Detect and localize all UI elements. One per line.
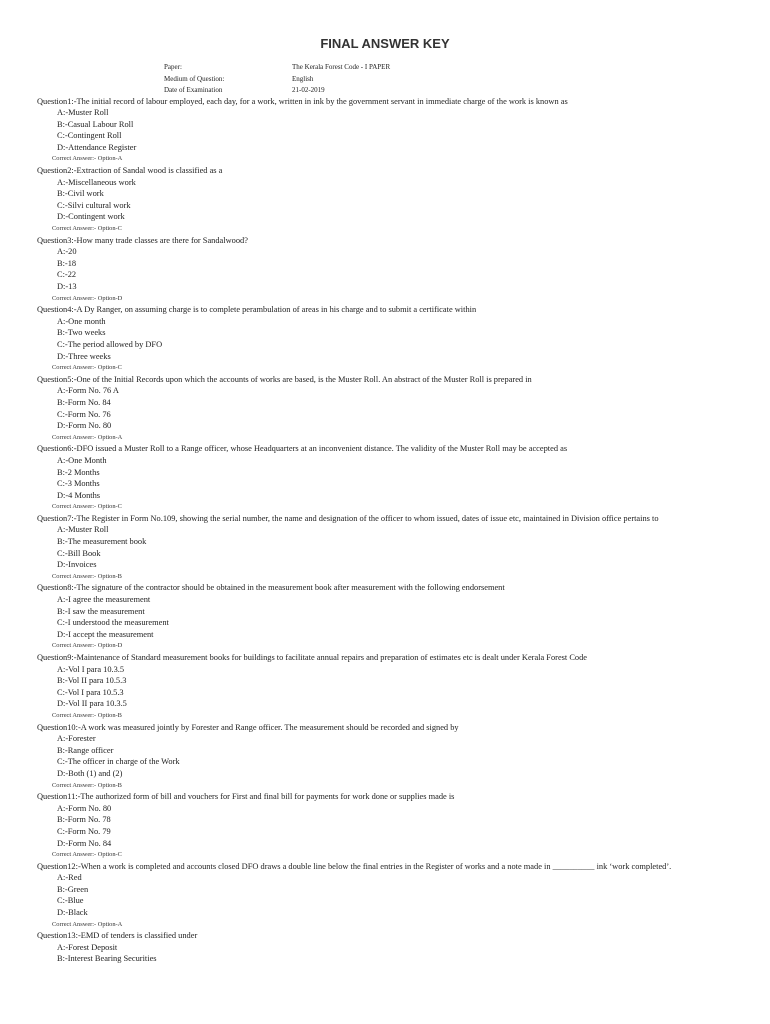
correct-answer: Correct Answer:- Option-A: [52, 155, 123, 163]
answer-option: D:-I accept the measurement: [57, 629, 154, 639]
page-title: FINAL ANSWER KEY: [320, 36, 450, 51]
question-text: Question10:-A work was measured jointly by Forester and Range officer. The measurement should be recorded and signed by: [37, 722, 459, 732]
correct-answer: Correct Answer:- Option-B: [52, 572, 122, 580]
meta-row-paper: [164, 62, 390, 74]
question-text: Question12:-When a work is completed and accounts closed DFO draws a double line below the final entries in the Register of works and a note made in __________ ink ‘work completed’.: [37, 861, 672, 871]
question-list: [37, 96, 762, 966]
answer-option: C:-Silvi cultural work: [57, 200, 131, 210]
answer-option: D:-Form No. 80: [57, 421, 112, 431]
answer-option: D:-Both (1) and (2): [57, 768, 123, 778]
answer-option: B:-Casual Labour Roll: [57, 119, 134, 129]
answer-option: D:-Form No. 84: [57, 838, 112, 848]
answer-option: C:-3 Months: [57, 479, 100, 489]
correct-answer: Correct Answer:- Option-C: [52, 851, 122, 859]
answer-option: A:-Muster Roll: [57, 108, 109, 118]
answer-option: A:-Red: [57, 873, 82, 883]
answer-option: C:-Vol I para 10.5.3: [57, 687, 124, 697]
correct-answer: Correct Answer:- Option-C: [52, 364, 122, 372]
question-text: Question7:-The Register in Form No.109, showing the serial number, the name and designation of the officer to whom issued, dates of issue etc, maintained in Division office pertains to: [37, 513, 659, 523]
answer-option: C:-Contingent Roll: [57, 131, 122, 141]
question-text: Question4:-A Dy Ranger, on assuming charge is to complete perambulation of areas in his charge and to submit a certificate within: [37, 305, 477, 315]
answer-option: B:-Interest Bearing Securities: [57, 954, 157, 964]
meta-value: 21-02-2019: [292, 86, 325, 94]
answer-option: B:-2 Months: [57, 467, 100, 477]
question-block: [37, 96, 762, 166]
answer-option: B:-The measurement book: [57, 537, 147, 547]
answer-option: C:-Bill Book: [57, 548, 101, 558]
answer-option: B:-Range officer: [57, 745, 114, 755]
answer-option: A:-One Month: [57, 455, 107, 465]
answer-option: A:-Forest Deposit: [57, 942, 118, 952]
answer-option: D:-Contingent work: [57, 212, 125, 222]
answer-option: C:-Form No. 76: [57, 409, 111, 419]
answer-option: D:-13: [57, 282, 77, 291]
meta-label: Medium of Question:: [164, 74, 225, 83]
answer-option: D:-Attendance Register: [57, 142, 137, 152]
question-block: [37, 165, 762, 235]
question-text: Question8:-The signature of the contractor should be obtained in the measurement book after measurement with the following endorsement: [37, 583, 505, 593]
answer-option: B:-Two weeks: [57, 328, 106, 338]
answer-option: C:-Blue: [57, 896, 84, 906]
question-text: Question5:-One of the Initial Records upon which the accounts of works are based, is the Muster Roll. An abstract of the Muster Roll is prepared in: [37, 374, 532, 384]
question-block: [37, 791, 762, 861]
correct-answer: Correct Answer:- Option-C: [52, 225, 122, 233]
answer-option: B:-I saw the measurement: [57, 606, 145, 616]
question-text: Question6:-DFO issued a Muster Roll to a Range officer, whose Headquarters at an inconvenient distance. The validity of the Muster Roll may be accepted as: [37, 444, 568, 454]
answer-option: A:-Muster Roll: [57, 525, 109, 535]
meta-row-medium: [164, 74, 390, 86]
question-text: Question9:-Maintenance of Standard measurement books for buildings to facilitate annual repairs and preparation of estimates etc is dealt under Kerala Forest Code: [37, 653, 588, 662]
answer-option: A:-I agree the measurement: [57, 595, 151, 605]
answer-option: D:-Black: [57, 908, 88, 918]
answer-option: C:-The officer in charge of the Work: [57, 757, 180, 767]
correct-answer: Correct Answer:- Option-D: [52, 294, 123, 302]
answer-option: B:-Form No. 78: [57, 815, 111, 825]
question-text: Question13:-EMD of tenders is classified under: [37, 931, 198, 941]
question-block: [37, 861, 762, 931]
answer-option: D:-Three weeks: [57, 351, 111, 361]
exam-meta: [164, 62, 390, 97]
correct-answer: Correct Answer:- Option-D: [52, 642, 123, 650]
answer-option: B:-Green: [57, 884, 89, 894]
meta-value: The Kerala Forest Code - I PAPER: [292, 63, 391, 71]
answer-option: B:-Form No. 84: [57, 397, 111, 407]
correct-answer: Correct Answer:- Option-B: [52, 781, 122, 789]
answer-option: C:-22: [57, 270, 77, 280]
question-block: [37, 930, 762, 965]
question-text: Question3:-How many trade classes are there for Sandalwood?: [37, 235, 248, 245]
question-block: [37, 443, 762, 513]
answer-option: A:-Miscellaneous work: [57, 177, 136, 187]
correct-answer: Correct Answer:- Option-C: [52, 503, 122, 511]
answer-option: B:-Vol II para 10.5.3: [57, 676, 127, 686]
answer-option: A:-Form No. 80: [57, 803, 112, 813]
question-block: [37, 652, 762, 722]
question-text: Question11:-The authorized form of bill and vouchers for First and final bill for payments for work done or supplies made is: [37, 792, 455, 802]
question-block: [37, 235, 762, 305]
meta-label: Paper:: [164, 63, 182, 71]
correct-answer: Correct Answer:- Option-A: [52, 433, 123, 441]
question-text: Question1:-The initial record of labour employed, each day, for a work, written in ink by the government servant in immediate charge of the work is known as: [37, 96, 568, 106]
question-block: [37, 582, 762, 652]
correct-answer: Correct Answer:- Option-B: [52, 711, 122, 719]
answer-option: D:-Vol II para 10.3.5: [57, 699, 127, 709]
meta-label: Date of Examination: [164, 86, 223, 94]
answer-option: D:-4 Months: [57, 490, 101, 500]
answer-option: A:-Form No. 76 A: [57, 386, 119, 396]
question-block: [37, 722, 762, 792]
answer-option: C:-I understood the measurement: [57, 618, 169, 628]
answer-option: B:-18: [57, 258, 77, 268]
answer-option: A:-Forester: [57, 734, 96, 744]
question-block: [37, 513, 762, 583]
answer-option: B:-Civil work: [57, 189, 104, 199]
question-text: Question2:-Extraction of Sandal wood is classified as a: [37, 166, 223, 176]
answer-option: C:-Form No. 79: [57, 826, 111, 836]
answer-option: C:-The period allowed by DFO: [57, 339, 163, 349]
meta-value: English: [292, 74, 314, 83]
answer-option: A:-20: [57, 247, 77, 257]
answer-option: A:-Vol I para 10.3.5: [57, 664, 125, 674]
correct-answer: Correct Answer:- Option-A: [52, 920, 123, 928]
question-block: [37, 374, 762, 444]
answer-option: A:-One month: [57, 316, 106, 326]
question-block: [37, 304, 762, 374]
answer-option: D:-Invoices: [57, 560, 97, 570]
